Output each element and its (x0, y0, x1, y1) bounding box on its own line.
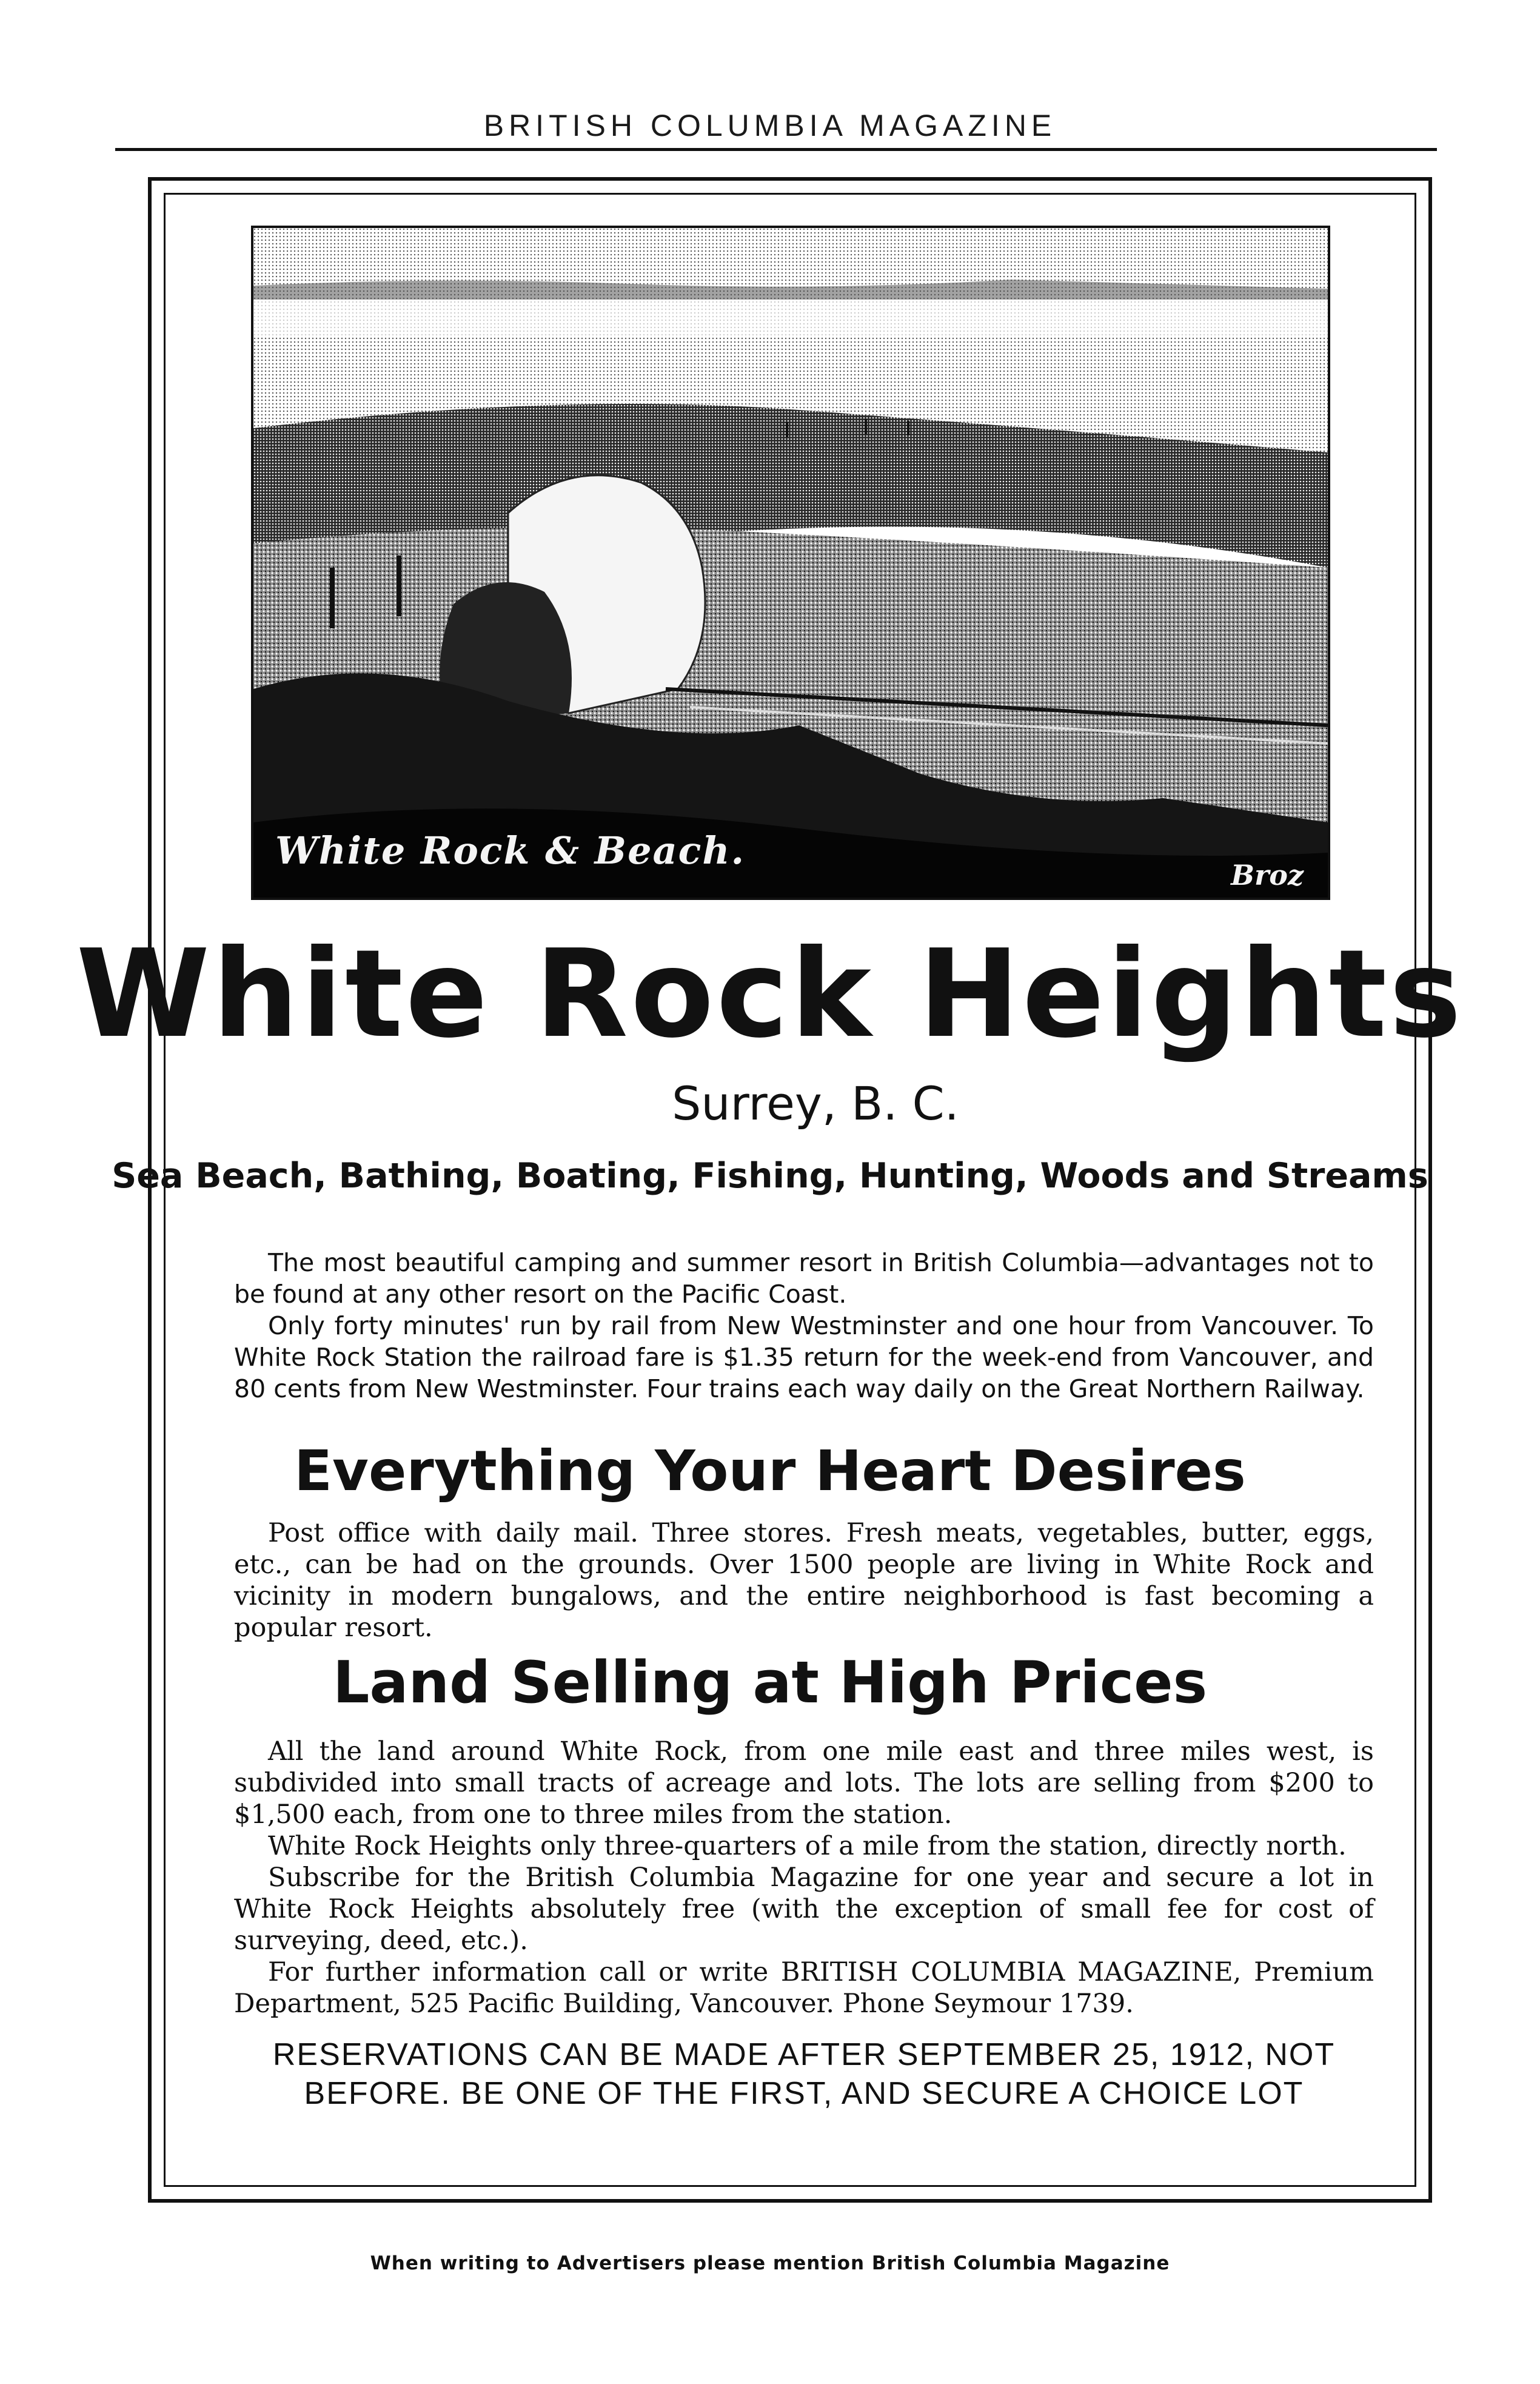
land-paragraph: All the land around White Rock, from one mile east and three miles west, is subdivided into small tracts of acreage and lots. The lots are selling from $200 to $1,500 each, from one to three miles from the station. (234, 1736, 1374, 1830)
reservation-line: RESERVATIONS CAN BE MADE AFTER SEPTEMBER 25, 1912, NOT (272, 2037, 1336, 2072)
land-paragraph: For further information call or write BRITISH COLUMBIA MAGAZINE, Premium Department, 525 Pacific Building, Vancouver. Phone Seymour 1739. (234, 1957, 1374, 2019)
reservation-notice (234, 2035, 1374, 2113)
reservation-line: BEFORE. BE ONE OF THE FIRST, AND SECURE A CHOICE LOT (304, 2076, 1304, 2111)
intro-paragraph: The most beautiful camping and summer resort in British Columbia—advantages not to be found at any other resort on the Pacific Coast. (234, 1248, 1374, 1309)
everything-paragraph: Post office with daily mail. Three stores. Fresh meats, vegetables, butter, eggs, etc., can be had on the grounds. Over 1500 people are living in White Rock and vicinity in modern bungalows, and the entire neighborhood is fast becoming a popular resort. (234, 1518, 1374, 1643)
intro-block (234, 1247, 1374, 1405)
land-paragraph: White Rock Heights only three-quarters of a mile from the station, directly north. (268, 1831, 1347, 1861)
photo-credit: Broz (1231, 859, 1304, 891)
activities-line: Sea Beach, Bathing, Boating, Fishing, Hunting, Woods and Streams (112, 1156, 1428, 1196)
footer-note: When writing to Advertisers please mention British Columbia Magazine (370, 2252, 1170, 2274)
intro-paragraph: Only forty minutes' run by rail from New Westminster and one hour from Vancouver. To White Rock Station the railroad fare is $1.35 return for the week-end from Vancouver, and 80 cents from New Westminster. Four trains each way daily on the Great Northern Railway. (234, 1311, 1374, 1403)
beach-photograph (251, 226, 1330, 900)
land-block (234, 1736, 1374, 2020)
land-paragraph: Subscribe for the British Columbia Magazine for one year and secure a lot in White Rock Heights absolutely free (with the exception of small fee for cost of surveying, deed, etc.). (234, 1862, 1374, 1956)
ad-title: White Rock Heights (76, 924, 1464, 1065)
everything-block (234, 1517, 1374, 1644)
running-head: BRITISH COLUMBIA MAGAZINE (483, 109, 1057, 143)
header-rule (115, 148, 1437, 151)
photo-caption: White Rock & Beach. (275, 828, 746, 873)
ad-location: Surrey, B. C. (672, 1076, 959, 1130)
beach-scene-image (253, 228, 1328, 898)
heading-land: Land Selling at High Prices (332, 1650, 1208, 1716)
heading-everything: Everything Your Heart Desires (294, 1439, 1246, 1503)
